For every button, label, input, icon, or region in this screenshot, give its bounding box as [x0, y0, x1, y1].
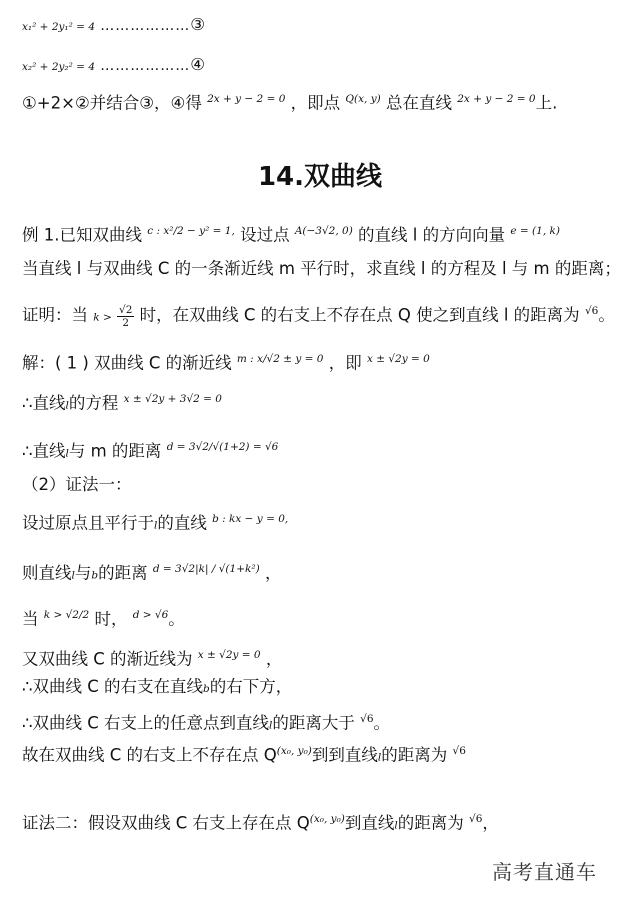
solution-2-l: l: [65, 399, 69, 412]
watermark: 高考直通车: [492, 860, 597, 884]
equation-3-line: [22, 14, 205, 38]
solution-10-sqrt6: √6: [360, 713, 374, 725]
section-title: 14.双曲线: [257, 162, 383, 192]
solution-6-text-c: 的距离: [98, 563, 148, 583]
solution-line-4: （2）证法一：: [22, 475, 132, 494]
k-fraction-denominator: 2: [122, 316, 130, 329]
solution-11-text-a: 故在双曲线 C 的右支上不存在点 Q: [22, 745, 277, 765]
asymptote-math-2: x ± √2y = 0: [366, 353, 430, 365]
solution-11-l: l: [377, 751, 382, 764]
solution-7-text-b: 时，: [94, 609, 128, 629]
sqrt6-math: √6: [584, 305, 599, 317]
k-fraction-numerator: √2: [119, 303, 133, 316]
solution-7-text-c: 。: [168, 609, 185, 629]
equation-3-math: x₁² + 2y₁² = 4: [22, 21, 95, 33]
solution-line-2: [22, 388, 222, 417]
solution-3-l: l: [65, 447, 69, 460]
solution-line-6: [22, 558, 281, 587]
example-text-4: 证明：当: [22, 305, 88, 325]
k-math: k >: [93, 311, 112, 324]
equation-3-dots: ………………: [100, 18, 191, 34]
solution-5-l: l: [154, 519, 158, 532]
point-q-coords: (x₀, y₀): [276, 745, 312, 757]
solution-line-12: [22, 808, 499, 837]
combine-math-3: 2x + y − 2 = 0: [457, 93, 536, 105]
solution-3-text-a: ∴直线: [22, 441, 66, 461]
solution-2-text-a: ∴直线: [22, 393, 66, 413]
equation-3-mark: ③: [190, 15, 206, 34]
example-text-3: 的直线 l 的方向向量: [358, 225, 506, 245]
solution-10-l: l: [269, 719, 273, 732]
equation-4-line: [22, 54, 205, 78]
example-line-2: 当直线 l 与双曲线 C 的一条渐近线 m 平行时，求直线 l 的方程及 l 与 m 的距离；: [22, 259, 621, 278]
solution-3-text-b: 与 m 的距离: [68, 441, 162, 461]
solution-6-text-d: ，: [264, 563, 282, 583]
solution-8-text-a: 又双曲线 C 的渐近线为: [22, 649, 193, 669]
combine-text-2: ，即点: [290, 93, 341, 113]
solution-12-text-a: 证法二：假设双曲线 C 右支上存在点 Q: [22, 813, 310, 833]
point-a-math: A(−3√2, 0): [294, 225, 353, 237]
example-text-6: 。: [598, 305, 615, 325]
solution-10-text-c: 。: [373, 713, 390, 733]
solution-line-7: [22, 604, 185, 631]
solution-5-text-a: 设过原点且平行于: [22, 513, 154, 533]
solution-line-5: [22, 508, 288, 537]
solution-8-text-b: ，: [265, 649, 283, 669]
combine-math-1: 2x + y − 2 = 0: [207, 93, 286, 105]
d-condition-math: d > √6: [132, 609, 169, 621]
example-line-3: [22, 300, 615, 329]
direction-vector-math: e = (1, k): [510, 225, 560, 237]
solution-5-text-b: 的直线: [157, 513, 207, 533]
distance-math: d = 3√2/√(1+2) = √6: [166, 441, 279, 453]
solution-6-b: b: [91, 569, 99, 582]
solution-line-3: [22, 436, 278, 465]
solution-12-sqrt6: √6: [469, 813, 483, 825]
example-text-5: 时，在双曲线 C 的右支上不存在点 Q 使之到直线 l 的距离为: [139, 305, 580, 325]
solution-6-l: l: [71, 569, 75, 582]
solution-6-text-b: 与: [74, 563, 92, 583]
solution-10-text-b: 的距离大于: [272, 713, 355, 733]
k-fraction: [117, 304, 134, 329]
solution-9-text-b: 的右下方，: [209, 677, 293, 696]
solution-2-text-b: 的方程: [68, 393, 119, 413]
solution-11-text-c: 的距离为: [381, 745, 448, 765]
solution-9-b: b: [203, 683, 210, 695]
example-text-1: 例 1.已知双曲线: [22, 225, 142, 245]
solution-line-10: [22, 708, 390, 737]
combine-text-3: 总在直线: [386, 93, 452, 113]
solution-line-8: [22, 644, 282, 671]
solution-6-text-a: 则直线: [22, 563, 72, 583]
solution-1-text-a: 解：( 1 ) 双曲线 C 的渐近线: [22, 353, 232, 373]
solution-12-text-c: 的距离为: [397, 813, 464, 833]
equation-4-dots: ………………: [100, 58, 191, 74]
solution-11-sqrt6: √6: [452, 745, 466, 757]
solution-12-text-b: 到直线: [344, 813, 395, 833]
solution-11-text-b: 到到直线: [311, 745, 378, 765]
solution-10-text-a: ∴双曲线 C 右支上的任意点到直线: [22, 713, 270, 733]
combine-text-1: ①+2×②并结合③，④得: [22, 93, 202, 113]
solution-12-text-d: ，: [482, 813, 499, 833]
combine-math-2: Q(x, y): [345, 93, 381, 105]
line-b-equation: b : kx − y = 0,: [212, 513, 289, 525]
solution-line-11: [22, 740, 466, 769]
solution-1-text-b: ，即: [328, 353, 362, 373]
point-q-coords-2: (x₀, y₀): [309, 813, 345, 825]
example-line-1: [22, 220, 560, 247]
solution-12-l: l: [394, 819, 398, 832]
asymptote-math: m : x/√2 ± y = 0: [236, 353, 324, 365]
example-text-2: 设过点: [240, 225, 290, 245]
solution-line-1: [22, 348, 430, 375]
equation-4-mark: ④: [190, 55, 206, 74]
line-l-equation: x ± √2y + 3√2 = 0: [123, 393, 222, 405]
k-condition-math: k > √2/2: [43, 609, 90, 621]
hyperbola-math: c : x²/2 − y² = 1,: [147, 225, 235, 237]
solution-7-text-a: 当: [22, 609, 39, 629]
solution-9-text-a: ∴双曲线 C 的右支在直线: [22, 677, 204, 696]
solution-line-9: [22, 676, 292, 700]
distance-lb-math: d = 3√2|k| / √(1+k²): [152, 563, 260, 575]
combine-text-4: 上.: [535, 93, 558, 113]
equation-4-math: x₂² + 2y₂² = 4: [22, 61, 95, 73]
asymptote-math-3: x ± √2y = 0: [197, 649, 261, 661]
combine-line: [22, 88, 557, 115]
